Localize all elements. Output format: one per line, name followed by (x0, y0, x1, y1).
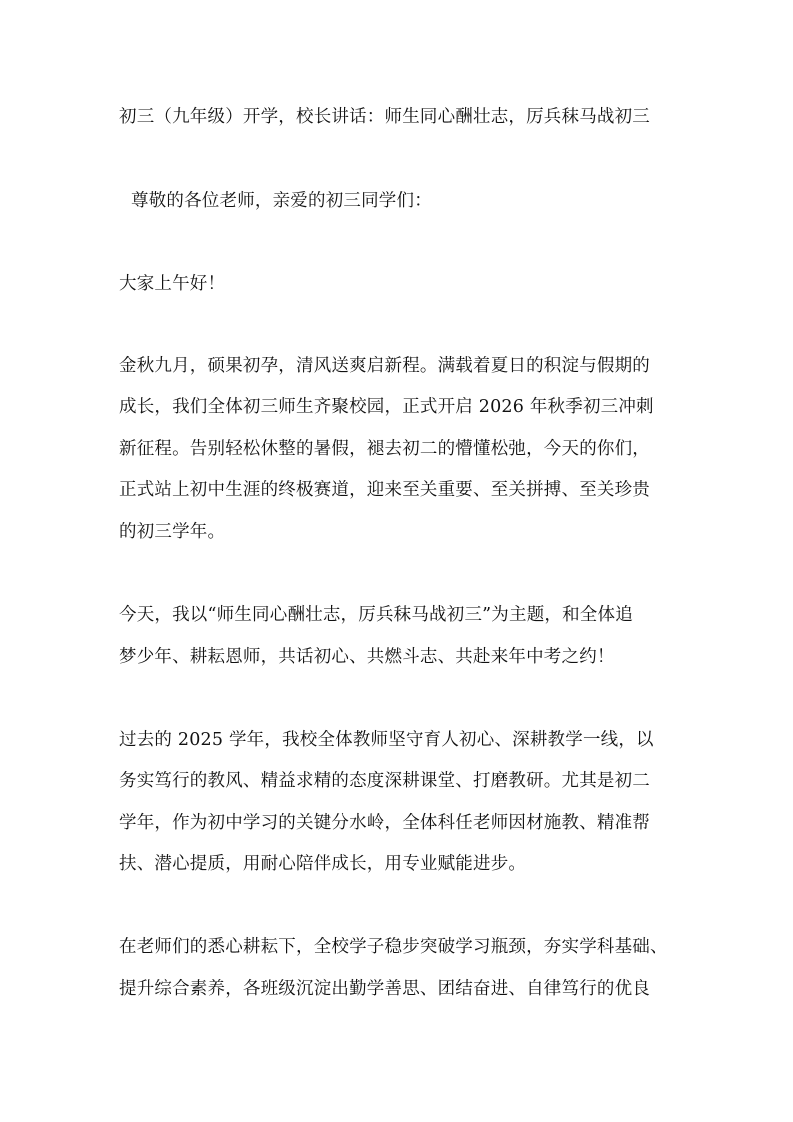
document-title: 初三（九年级）开学，校长讲话：师生同心酬壮志，厉兵秣马战初三 (119, 107, 650, 127)
paragraph-line: 学年，作为初中学习的关键分水岭，全体科任老师因材施教、精准帮 (119, 813, 650, 833)
paragraph-line: 今天，我以“师生同心酬壮志，厉兵秣马战初三”为主题，和全体追 (119, 605, 633, 625)
paragraph-line: 金秋九月，硕果初孕，清风送爽启新程。满载着夏日的积淀与假期的 (119, 356, 650, 376)
paragraph-line: 提升综合素养，各班级沉淀出勤学善思、团结奋进、自律笃行的优良 (119, 979, 650, 999)
greeting: 大家上午好！ (119, 274, 226, 294)
paragraph-line: 梦少年、耕耘恩师，共话初心、共燃斗志、共赴来年中考之约！ (119, 647, 615, 667)
paragraph-line: 务实笃行的教风、精益求精的态度深耕课堂、打磨教研。尤其是初二 (119, 771, 650, 791)
salutation: 尊敬的各位老师，亲爱的初三同学们： (131, 191, 432, 211)
paragraph-line: 正式站上初中生涯的终极赛道，迎来至关重要、至关拼搏、至关珍贵 (119, 480, 650, 500)
paragraph-line: 新征程。告别轻松休整的暑假，褪去初二的懵懂松弛，今天的你们， (119, 439, 650, 459)
paragraph-line: 成长，我们全体初三师生齐聚校园，正式开启 2026 年秋季初三冲刺 (119, 397, 654, 417)
paragraph-line: 过去的 2025 学年，我校全体教师坚守育人初心、深耕教学一线，以 (119, 730, 654, 750)
paragraph-line: 扶、潜心提质，用耐心陪伴成长，用专业赋能进步。 (119, 854, 527, 874)
paragraph-line: 的初三学年。 (119, 522, 226, 542)
paragraph-line: 在老师们的悉心耕耘下，全校学子稳步突破学习瓶颈，夯实学科基础、 (119, 937, 668, 957)
